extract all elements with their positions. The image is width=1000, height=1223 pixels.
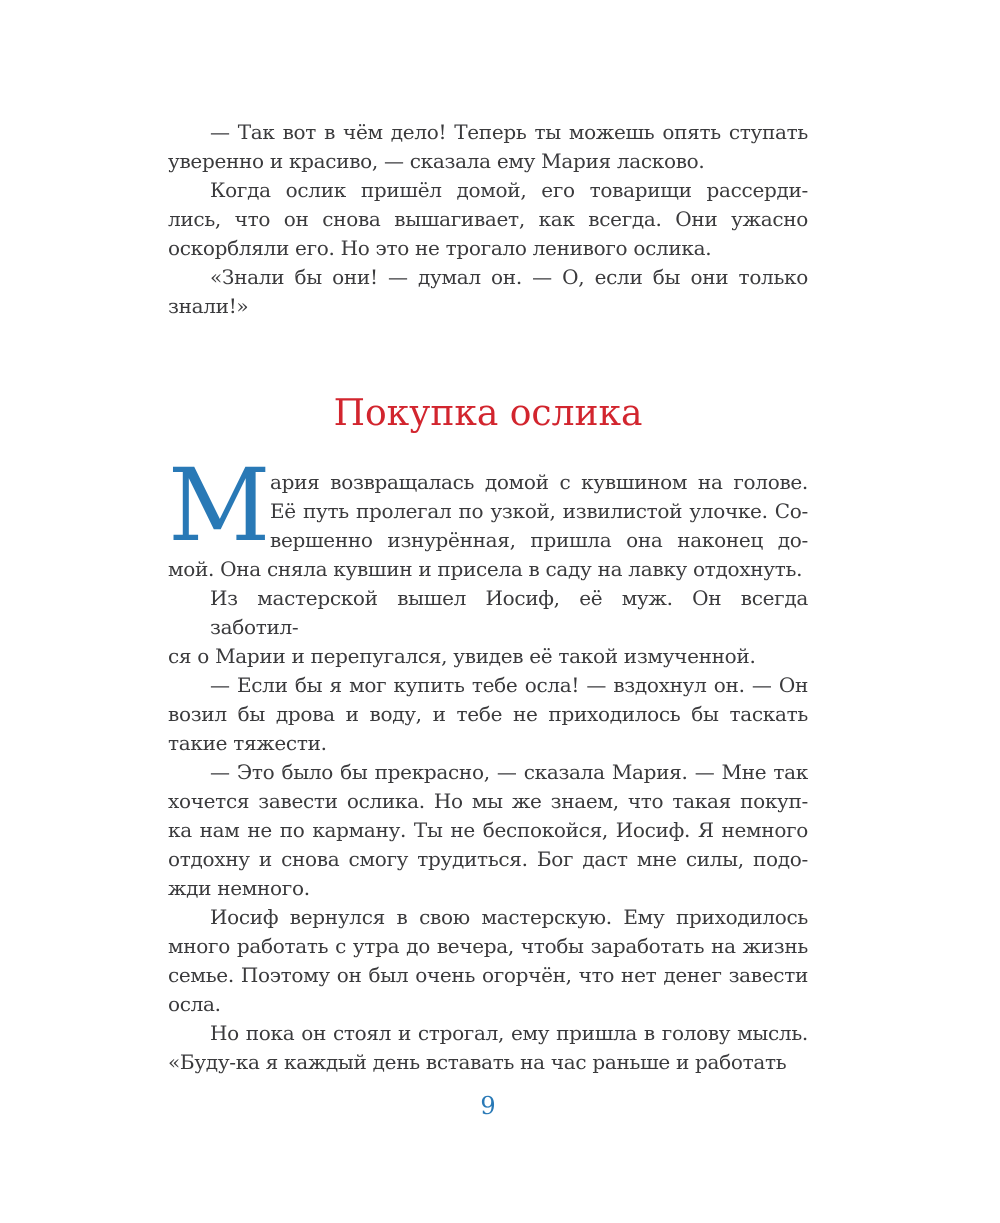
text-line: «Знали бы они! — думал он. — О, если бы они только <box>210 265 808 289</box>
text-line: Но пока он стоял и строгал, ему пришла в голову мысль. <box>210 1021 808 1045</box>
text-line: осла. <box>168 992 221 1016</box>
drop-cap: М <box>168 447 271 564</box>
text-line: «Буду-ка я каждый день вставать на час раньше и работать <box>168 1050 787 1074</box>
paragraph <box>168 447 808 584</box>
text-line: хочется завести ослика. Но мы же знаем, что такая покуп- <box>168 789 808 813</box>
text-line: много работать с утра до вечера, чтобы заработать на жизнь <box>168 934 808 958</box>
text-line: ся о Марии и перепугался, увидев её такой измученной. <box>168 644 756 668</box>
text-line: оскорбляли его. Но это не трогало ленивого ослика. <box>168 236 712 260</box>
paragraph <box>168 118 808 176</box>
paragraph <box>168 903 808 1019</box>
paragraph <box>168 584 808 671</box>
text-line: Из мастерской вышел Иосиф, её муж. Он всегда заботил- <box>210 586 808 639</box>
paragraph <box>168 263 808 321</box>
text-line: возил бы дрова и воду, и тебе не приходилось бы таскать <box>168 702 808 726</box>
chapter-heading: Покупка ослика <box>333 393 643 434</box>
paragraph <box>168 1019 808 1077</box>
text-line: — Так вот в чём дело! Теперь ты можешь опять ступать <box>210 120 808 144</box>
text-line: Иосиф вернулся в свою мастерскую. Ему приходилось <box>210 905 808 929</box>
text-line: семье. Поэтому он был очень огорчён, что нет денег завести <box>168 963 808 987</box>
text-line: ария возвращалась домой с кувшином на голове. <box>270 470 808 494</box>
paragraph <box>168 176 808 263</box>
text-line: мой. Она сняла кувшин и присела в саду на лавку отдохнуть. <box>168 557 803 581</box>
paragraph <box>168 671 808 758</box>
story-paragraphs <box>168 447 808 1077</box>
intro-paragraphs <box>168 118 808 321</box>
text-line: отдохну и снова смогу трудиться. Бог даст мне силы, подо- <box>168 847 808 871</box>
page-number: 9 <box>480 1092 496 1120</box>
text-line: вершенно изнурённая, пришла она наконец до- <box>270 528 808 552</box>
text-line: ка нам не по карману. Ты не беспокойся, Иосиф. Я немного <box>168 818 808 842</box>
text-line: Когда ослик пришёл домой, его товарищи рассерди- <box>210 178 808 202</box>
text-line: такие тяжести. <box>168 731 327 755</box>
text-line: Её путь пролегал по узкой, извилистой улочке. Со- <box>270 499 808 523</box>
text-line: — Если бы я мог купить тебе осла! — вздохнул он. — Он <box>210 673 808 697</box>
text-line: знали!» <box>168 294 249 318</box>
text-line: лись, что он снова вышагивает, как всегда. Они ужасно <box>168 207 808 231</box>
text-line: — Это было бы прекрасно, — сказала Мария. — Мне так <box>210 760 808 784</box>
paragraph <box>168 758 808 903</box>
text-line: уверенно и красиво, — сказала ему Мария ласково. <box>168 149 705 173</box>
text-line: жди немного. <box>168 876 310 900</box>
